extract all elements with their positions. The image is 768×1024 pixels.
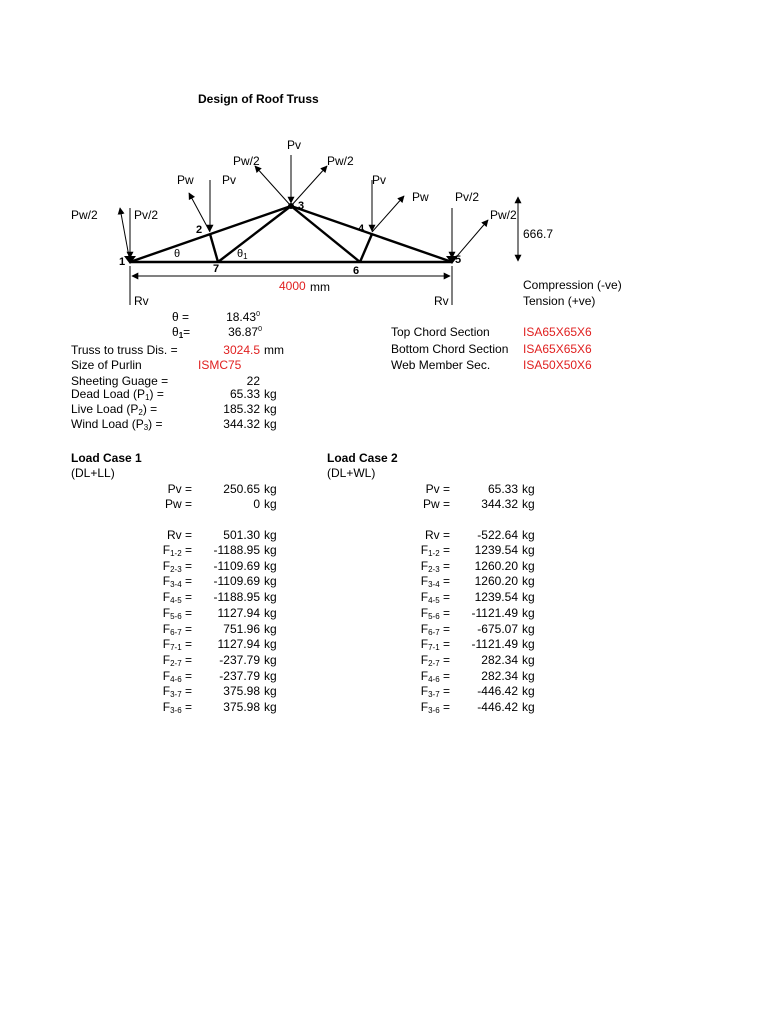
force-label: $F_{2-3}$ = xyxy=(162,559,192,574)
force-value: 751.96 xyxy=(223,622,260,636)
force-label: $F_{3-7}$ = xyxy=(162,684,192,699)
force-label: $F_{4-6}$ = xyxy=(162,669,192,684)
live-load-unit: kg xyxy=(264,402,277,416)
theta1-value: 36.87$^0$ xyxy=(228,325,262,339)
live-load-label: Live Load $(P_2)$ = xyxy=(71,402,158,417)
force-label: $F_{7-1}$ = xyxy=(420,637,450,652)
span-unit-label: mm xyxy=(310,280,330,294)
force-unit: kg xyxy=(264,559,277,573)
force-label: $F_{6-7}$ = xyxy=(420,622,450,637)
force-value: 1127.94 xyxy=(217,606,260,620)
force-unit: kg xyxy=(264,574,277,588)
force-value: -675.07 xyxy=(477,622,518,636)
force-value: -237.79 xyxy=(219,653,260,667)
force-value: -1109.69 xyxy=(213,559,260,573)
legend-tension: Tension (+ve) xyxy=(523,294,596,308)
force-value: 1239.54 xyxy=(474,543,518,557)
force-value: 1260.20 xyxy=(474,559,518,573)
force-label: $F_{4-5}$ = xyxy=(162,590,192,605)
lc1-pw-label: Pw = xyxy=(164,497,192,511)
lc2-rv-label: Rv = xyxy=(424,528,450,542)
force-label: $F_{6-7}$ = xyxy=(162,622,192,637)
force-value: 282.34 xyxy=(481,653,518,667)
force-unit: kg xyxy=(522,637,535,651)
force-label: $F_{7-1}$ = xyxy=(162,637,192,652)
force-value: 1127.94 xyxy=(217,637,260,651)
wind-load-unit: kg xyxy=(264,417,277,431)
truss-diagram xyxy=(0,0,768,320)
angle-theta1-label: θ1 xyxy=(237,248,248,261)
lc1-pv-label: Pv = xyxy=(167,482,192,496)
lc2-rv-unit: kg xyxy=(522,528,535,542)
label-pw2-left-top: Pw/2 xyxy=(233,154,260,168)
force-unit: kg xyxy=(522,622,535,636)
member-3-7 xyxy=(218,206,291,262)
member-3-6 xyxy=(291,206,360,262)
section-value-bottom-chord: ISA65X65X6 xyxy=(523,342,592,356)
force-value: -1109.69 xyxy=(213,574,260,588)
wind-load-value: 344.32 xyxy=(223,417,260,431)
label-pw2-right-top: Pw/2 xyxy=(327,154,354,168)
force-unit: kg xyxy=(264,590,277,604)
label-pv2-right: Pv/2 xyxy=(455,190,480,204)
lc2-pv-unit: kg xyxy=(522,482,535,496)
legend-compression: Compression (-ve) xyxy=(523,278,622,292)
load-arrow-pw2-right-top xyxy=(291,166,327,206)
purlin-label: Size of Purlin xyxy=(71,358,142,372)
force-label: $F_{2-7}$ = xyxy=(420,653,450,668)
label-pw2-right-end: Pw/2 xyxy=(490,208,517,222)
force-value: 1260.20 xyxy=(474,574,518,588)
label-pw-right: Pw xyxy=(412,190,429,204)
label-pw2-left-end: Pw/2 xyxy=(71,208,98,222)
load-case-1-title: Load Case 1 xyxy=(71,451,142,465)
purlin-value: ISMC75 xyxy=(198,358,242,372)
theta-label: θ = xyxy=(172,310,190,324)
theta-value: 18.43$^0$ xyxy=(226,310,260,324)
member-4-6 xyxy=(360,234,372,262)
span-value-label: 4000 xyxy=(279,279,306,293)
member-2-7 xyxy=(210,234,218,262)
force-value: -446.42 xyxy=(477,684,518,698)
section-value-top-chord: ISA65X65X6 xyxy=(523,325,592,339)
reaction-right-label: Rv xyxy=(434,294,449,308)
force-unit: kg xyxy=(522,684,535,698)
lc2-pw-label: Pw = xyxy=(422,497,450,511)
force-unit: kg xyxy=(522,590,535,604)
node-label-1: 1 xyxy=(119,256,126,268)
force-unit: kg xyxy=(264,606,277,620)
force-label: $F_{3-4}$ = xyxy=(162,574,192,589)
force-unit: kg xyxy=(522,653,535,667)
sheeting-label: Sheeting Guage = xyxy=(71,374,169,388)
force-unit: kg xyxy=(522,574,535,588)
force-value: 1239.54 xyxy=(474,590,518,604)
force-label: $F_{1-2}$ = xyxy=(420,543,450,558)
force-unit: kg xyxy=(264,669,277,683)
dead-load-label: Dead Load $(P_1)$ = xyxy=(71,387,164,402)
section-label-top-chord: Top Chord Section xyxy=(391,325,490,339)
lc2-pv-label: Pv = xyxy=(425,482,450,496)
force-label: $F_{2-3}$ = xyxy=(420,559,450,574)
force-unit: kg xyxy=(264,543,277,557)
force-label: $F_{4-5}$ = xyxy=(420,590,450,605)
reaction-left-label: Rv xyxy=(134,294,149,308)
lc1-rv-unit: kg xyxy=(264,528,277,542)
force-value: -1188.95 xyxy=(213,543,260,557)
lc2-pv-value: 65.33 xyxy=(487,482,518,496)
load-case-1-subtitle: (DL+LL) xyxy=(71,466,115,480)
force-label: $F_{3-6}$ = xyxy=(162,700,192,715)
force-unit: kg xyxy=(522,700,535,714)
node-label-7: 7 xyxy=(213,263,220,275)
section-value-web-member: ISA50X50X6 xyxy=(523,358,592,372)
force-unit: kg xyxy=(264,653,277,667)
force-unit: kg xyxy=(522,543,535,557)
theta1-label: $\theta_1=$ xyxy=(172,325,191,340)
sheeting-value: 22 xyxy=(246,374,260,388)
label-pv-right-mid: Pv xyxy=(372,173,387,187)
wind-load-label: Wind Load $(P_3)$ = xyxy=(71,417,163,432)
section-label-web-member: Web Member Sec. xyxy=(391,358,491,372)
lc2-rv-value: -522.64 xyxy=(477,528,518,542)
load-arrow-pw2-left-top xyxy=(255,166,291,206)
node-label-5: 5 xyxy=(455,254,462,266)
force-unit: kg xyxy=(522,669,535,683)
force-label: $F_{3-7}$ = xyxy=(420,684,450,699)
force-unit: kg xyxy=(264,684,277,698)
force-label: $F_{3-6}$ = xyxy=(420,700,450,715)
page-title: Design of Roof Truss xyxy=(198,92,319,106)
force-value: 375.98 xyxy=(223,684,260,698)
force-unit: kg xyxy=(264,700,277,714)
dead-load-value: 65.33 xyxy=(229,387,260,401)
force-value: 375.98 xyxy=(223,700,260,714)
lc1-rv-value: 501.30 xyxy=(223,528,260,542)
lc1-pv-value: 250.65 xyxy=(223,482,260,496)
force-label: $F_{5-6}$ = xyxy=(420,606,450,621)
force-label: $F_{2-7}$ = xyxy=(162,653,192,668)
load-arrow-pw-right xyxy=(372,196,404,232)
dead-load-unit: kg xyxy=(264,387,277,401)
force-value: -446.42 xyxy=(477,700,518,714)
label-pv2-left-end: Pv/2 xyxy=(134,208,159,222)
node-label-4: 4 xyxy=(358,223,365,235)
force-unit: kg xyxy=(522,559,535,573)
node-label-6: 6 xyxy=(353,265,360,277)
lc1-pw-value: 0 xyxy=(253,497,260,511)
label-pv-left-mid: Pv xyxy=(222,173,237,187)
force-unit: kg xyxy=(522,606,535,620)
lc1-rv-label: Rv = xyxy=(166,528,192,542)
lc2-pw-unit: kg xyxy=(522,497,535,511)
section-label-bottom-chord: Bottom Chord Section xyxy=(391,342,509,356)
force-value: -237.79 xyxy=(219,669,260,683)
node-label-2: 2 xyxy=(196,224,203,236)
live-load-value: 185.32 xyxy=(223,402,260,416)
rise-dimension-label: 666.7 xyxy=(523,227,554,241)
truss-dist-label: Truss to truss Dis. = xyxy=(71,343,178,357)
truss-dist-unit: mm xyxy=(264,343,284,357)
load-arrow-pw2-left-end xyxy=(120,208,130,262)
force-value: -1121.49 xyxy=(471,637,518,651)
force-value: -1188.95 xyxy=(213,590,260,604)
force-unit: kg xyxy=(264,637,277,651)
label-pw-left: Pw xyxy=(177,173,194,187)
force-value: -1121.49 xyxy=(471,606,518,620)
force-unit: kg xyxy=(264,622,277,636)
force-label: $F_{5-6}$ = xyxy=(162,606,192,621)
load-case-2-subtitle: (DL+WL) xyxy=(327,466,376,480)
force-value: 282.34 xyxy=(481,669,518,683)
force-label: $F_{4-6}$ = xyxy=(420,669,450,684)
lc1-pv-unit: kg xyxy=(264,482,277,496)
force-label: $F_{1-2}$ = xyxy=(162,543,192,558)
label-pv-top: Pv xyxy=(287,138,302,152)
node-label-3: 3 xyxy=(298,200,305,212)
lc2-pw-value: 344.32 xyxy=(481,497,518,511)
force-label: $F_{3-4}$ = xyxy=(420,574,450,589)
lc1-pw-unit: kg xyxy=(264,497,277,511)
angle-theta-label: θ xyxy=(174,248,181,260)
load-case-2-title: Load Case 2 xyxy=(327,451,398,465)
truss-dist-value: 3024.5 xyxy=(223,343,260,357)
